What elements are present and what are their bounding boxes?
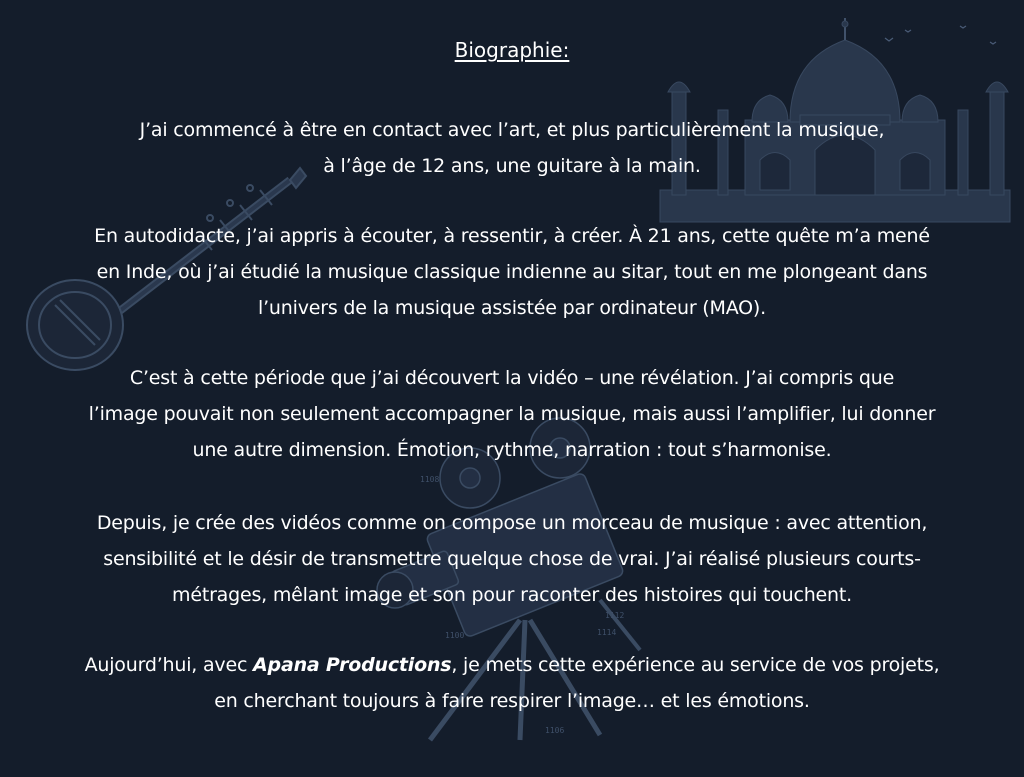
paragraph-line: une autre dimension. Émotion, rythme, narration : tout s’harmonise. — [192, 439, 832, 461]
paragraph-line: C’est à cette période que j’ai découvert la vidéo – une révélation. J’ai compris que — [129, 367, 895, 389]
paragraph-line: l’univers de la musique assistée par ordinateur (MAO). — [258, 297, 766, 319]
svg-text:1112: 1112 — [605, 611, 625, 620]
biography-paragraph-3 — [0, 360, 1024, 468]
paragraph-text: Aujourd’hui, avec — [84, 654, 254, 676]
paragraph-line — [0, 647, 1024, 683]
paragraph-line: J’ai commencé à être en contact avec l’art, et plus particulièrement la musique, — [139, 119, 885, 141]
svg-text:1100: 1100 — [445, 631, 465, 640]
paragraph-line: en Inde, où j’ai étudié la musique classique indienne au sitar, tout en me plongeant dans — [96, 261, 928, 283]
brand-name: Apana Productions — [253, 654, 452, 676]
paragraph-line: en cherchant toujours à faire respirer l’image… et les émotions. — [214, 690, 810, 712]
biography-title: Biographie: — [454, 38, 570, 62]
svg-text:1106: 1106 — [545, 726, 565, 735]
biography-paragraph-1 — [0, 112, 1024, 184]
biography-paragraph-2 — [0, 218, 1024, 326]
paragraph-line: à l’âge de 12 ans, une guitare à la main. — [323, 155, 701, 177]
svg-text:1114: 1114 — [597, 628, 617, 637]
paragraph-line: En autodidacte, j’ai appris à écouter, à ressentir, à créer. À 21 ans, cette quête m’a mené — [94, 225, 930, 247]
biography-paragraph-5 — [0, 647, 1024, 719]
paragraph-line: Depuis, je crée des vidéos comme on compose un morceau de musique : avec attention, — [96, 512, 928, 534]
svg-text:1108: 1108 — [420, 475, 440, 484]
paragraph-line: l’image pouvait non seulement accompagner la musique, mais aussi l’amplifier, lui donner — [88, 403, 936, 425]
paragraph-line: sensibilité et le désir de transmettre quelque chose de vrai. J’ai réalisé plusieurs courts- — [103, 548, 921, 570]
paragraph-line: métrages, mêlant image et son pour raconter des histoires qui touchent. — [172, 584, 852, 606]
paragraph-text: , je mets cette expérience au service de vos projets, — [451, 654, 940, 676]
biography-paragraph-4 — [0, 505, 1024, 613]
